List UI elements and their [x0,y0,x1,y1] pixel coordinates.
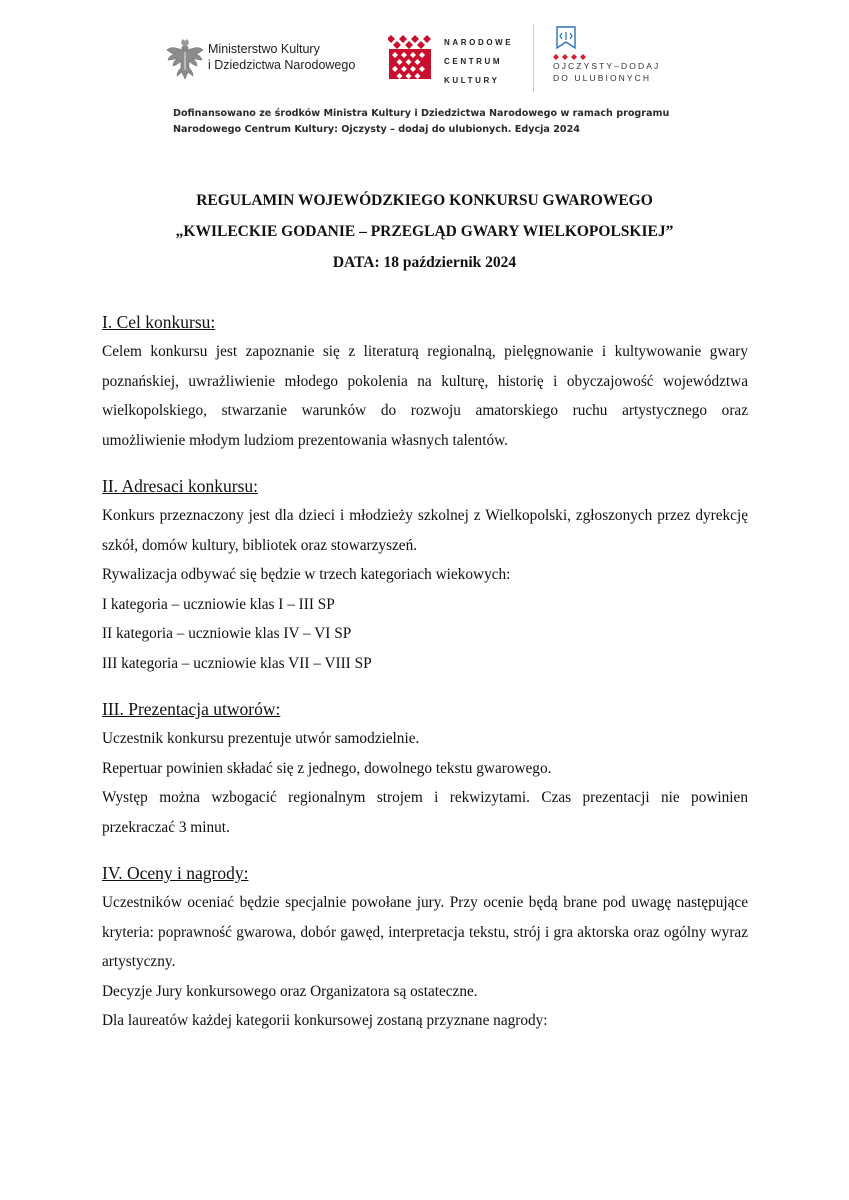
section-evaluation [102,862,748,1036]
funding-line-2: Narodowego Centrum Kultury: Ojczysty – dodaj do ulubionych. Edycja 2024 [173,124,580,135]
section-line: Repertuar powinien składać się z jednego, dowolnego tekstu gwarowego. [102,759,552,777]
nck-diamond-mark-icon [388,33,432,81]
mkidn-line-1: Ministerstwo Kultury [208,42,320,56]
category-item: I kategoria – uczniowie klas I – III SP [102,595,335,613]
logo-divider [533,24,534,92]
nck-logo-text [444,33,513,90]
title-date: DATA: 18 październik 2024 [332,254,517,271]
ojczysty-logo-text [553,60,660,84]
categories-intro: Rywalizacja odbywać się będzie w trzech kategoriach wiekowych: [102,566,511,583]
eagle-emblem-icon [166,38,204,82]
ojczysty-bookmark-icon [555,26,577,50]
mkidn-line-2: i Dziedzictwa Narodowego [208,58,356,72]
section-addressees [102,475,748,678]
nck-line-1: NARODOWE [444,38,514,47]
document-body [102,311,748,1036]
mkidn-logo-text [208,41,355,73]
category-item: III kategoria – uczniowie klas VII – VIII SP [102,654,372,672]
ojczysty-line-1: OJCZYSTY–DODAJ [553,61,661,71]
funding-line-1: Dofinansowano ze środków Ministra Kultury i Dziedzictwa Narodowego w ramach programu [173,108,670,119]
section-heading: IV. Oceny i nagrody: [102,863,249,883]
section-paragraph: Uczestników oceniać będzie specjalnie powołane jury. Przy ocenie będą brane pod uwagę następujące kryteria: poprawność gwarowa, dobór gawęd, interpretacja tekstu, strój i gra aktorska oraz ogólny wyraz artystyczny. [102,894,748,970]
ojczysty-line-2: DO ULUBIONYCH [553,73,652,83]
nck-line-2: CENTRUM [444,57,503,66]
section-paragraph: Celem konkursu jest zapoznanie się z literaturą regionalną, pielęgnowanie i kultywowanie gwary poznańskiej, uwrażliwienie młodego pokolenia na kulturę, historię i obyczajowość województwa wielkopolskiego, stwarzanie warunków do rozwoju amatorskiego ruchu artystycznego oraz umożliwienie młodym ludziom prezentowania własnych talentów. [102,343,748,449]
section-heading: I. Cel konkursu: [102,312,216,332]
nck-line-3: KULTURY [444,76,500,85]
section-line: Uczestnik konkursu prezentuje utwór samodzielnie. [102,730,420,747]
section-line: Dla laureatów każdej kategorii konkursowej zostaną przyznane nagrody: [102,1012,548,1029]
section-line: Decyzje Jury konkursowego oraz Organizatora są ostateczne. [102,982,478,1000]
section-paragraph: Konkurs przeznaczony jest dla dzieci i młodzieży szkolnej z Wielkopolski, zgłoszonych przez dyrekcję szkół, domów kultury, bibliotek oraz stowarzyszeń. [102,507,748,554]
section-presentation [102,698,748,842]
document-title [0,185,849,278]
title-line-2: „KWILECKIE GODANIE – PRZEGLĄD GWARY WIELKOPOLSKIEJ” [175,223,674,240]
section-heading: III. Prezentacja utworów: [102,699,281,719]
category-item: II kategoria – uczniowie klas IV – VI SP [102,625,352,642]
title-line-1: REGULAMIN WOJEWÓDZKIEGO KONKURSU GWAROWEGO [196,192,653,209]
section-heading: II. Adresaci konkursu: [102,476,259,496]
funding-note [173,106,733,138]
section-paragraph: Występ można wzbogacić regionalnym strojem i rekwizytami. Czas prezentacji nie powinien przekraczać 3 minut. [102,789,748,836]
section-goal [102,311,748,455]
